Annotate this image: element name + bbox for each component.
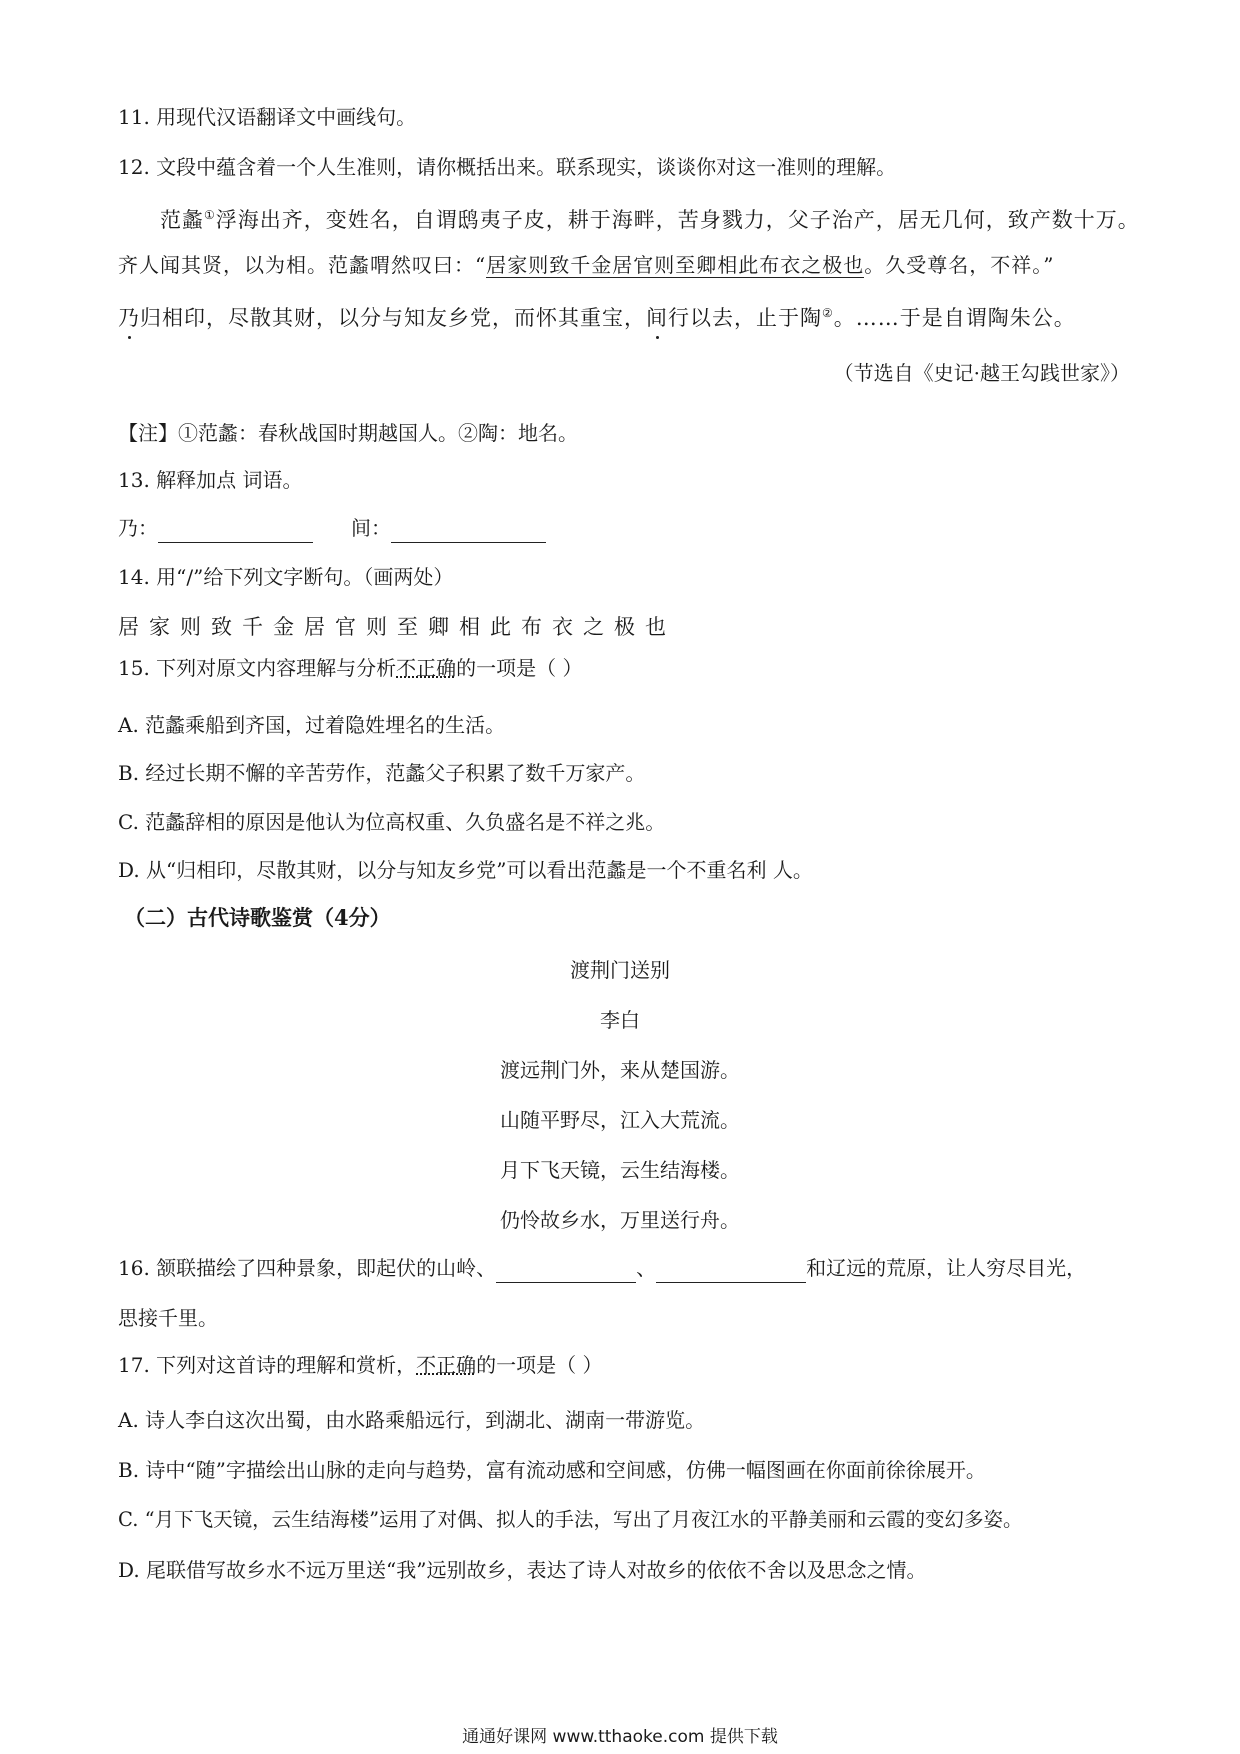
question-14-text: 居家则致千金居官则至卿相此布衣之极也 xyxy=(118,615,676,639)
question-13: 13. 解释加点 词语。 xyxy=(118,468,303,492)
option-17-b: B. 诗中“随”字描绘出山脉的走向与趋势，富有流动感和空间感，仿佛一幅图画在你面前徐徐展开。 xyxy=(118,1458,986,1482)
annotation-note: 【注】①范蠡：春秋战国时期越国人。②陶：地名。 xyxy=(118,421,578,445)
poem-author: 李白 xyxy=(600,1008,640,1032)
question-13-blanks: 乃： 间： xyxy=(118,513,546,543)
dotted-word-jian: 间 xyxy=(646,303,668,333)
blank-jian[interactable] xyxy=(391,520,546,543)
question-17: 17. 下列对这首诗的理解和赏析，不正确的一项是（ ） xyxy=(118,1353,603,1377)
option-17-d: D. 尾联借写故乡水不远万里送“我”远别故乡，表达了诗人对故乡的依依不舍以及思念之情。 xyxy=(118,1558,927,1582)
option-17-c: C. “月下飞天镜，云生结海楼”运用了对偶、拟人的手法，写出了月夜江水的平静美丽和云霞的变幻多姿。 xyxy=(118,1508,1023,1531)
underlined-sentence: 居家则致千金居官则至卿相此布衣之极也 xyxy=(486,253,865,277)
option-15-c: C. 范蠡辞相的原因是他认为位高权重、久负盛名是不祥之兆。 xyxy=(118,810,666,834)
question-14: 14. 用“/”给下列文字断句。（画两处） xyxy=(118,565,454,589)
question-12: 12. 文段中蕴含着一个人生准则，请你概括出来。联系现实，谈谈你对这一准则的理解。 xyxy=(118,155,897,179)
blank-16-2[interactable] xyxy=(656,1260,806,1283)
source-citation: （节选自《史记·越王勾践世家》） xyxy=(833,361,1130,385)
passage-line-3: 乃归相印，尽散其财，以分与知友乡党，而怀其重宝，间行以去，止于陶②。……于是自谓陶朱公。 xyxy=(118,298,1076,333)
question-16: 16. 颔联描绘了四种景象，即起伏的山岭、 、 和辽远的荒原，让人穷尽目光， xyxy=(118,1253,1086,1283)
option-17-a: A. 诗人李白这次出蜀，由水路乘船远行，到湖北、湖南一带游览。 xyxy=(118,1408,706,1432)
section-title: （二）古代诗歌鉴赏（4分） xyxy=(124,905,391,930)
poem-line-4: 仍怜故乡水，万里送行舟。 xyxy=(500,1208,740,1232)
poem-line-1: 渡远荆门外，来从楚国游。 xyxy=(500,1058,740,1082)
footer-watermark: 通通好课网 www.tthaoke.com 提供下载 xyxy=(462,1727,778,1747)
question-15: 15. 下列对原文内容理解与分析不正确的一项是（ ） xyxy=(118,656,583,680)
blank-16-1[interactable] xyxy=(496,1260,636,1283)
poem-line-2: 山随平野尽，江入大荒流。 xyxy=(500,1108,740,1132)
dotted-word-nai: 乃 xyxy=(118,303,140,333)
passage-line-1: 范蠡①浮海出齐，变姓名，自谓鸱夷子皮，耕于海畔，苦身戮力，父子治产，居无几何，致产数十万。 xyxy=(160,208,1140,232)
passage-line-2: 齐人闻其贤，以为相。范蠡喟然叹曰：“居家则致千金居官则至卿相此布衣之极也。久受尊名，不祥。” xyxy=(118,253,1055,277)
blank-nai[interactable] xyxy=(158,520,313,543)
question-16-cont: 思接千里。 xyxy=(118,1306,218,1330)
dotted-not-correct: 不正确 xyxy=(396,656,457,680)
option-15-d: D. 从“归相印，尽散其财，以分与知友乡党”可以看出范蠡是一个不重名利 人。 xyxy=(118,858,813,882)
poem-title: 渡荆门送别 xyxy=(570,958,670,982)
option-15-b: B. 经过长期不懈的辛苦劳作，范蠡父子积累了数千万家产。 xyxy=(118,761,646,785)
dotted-not-correct-17: 不正确 xyxy=(416,1353,477,1377)
poem-line-3: 月下飞天镜，云生结海楼。 xyxy=(500,1158,740,1182)
question-11: 11. 用现代汉语翻译文中画线句。 xyxy=(118,105,417,129)
option-15-a: A. 范蠡乘船到齐国，过着隐姓埋名的生活。 xyxy=(118,713,506,737)
